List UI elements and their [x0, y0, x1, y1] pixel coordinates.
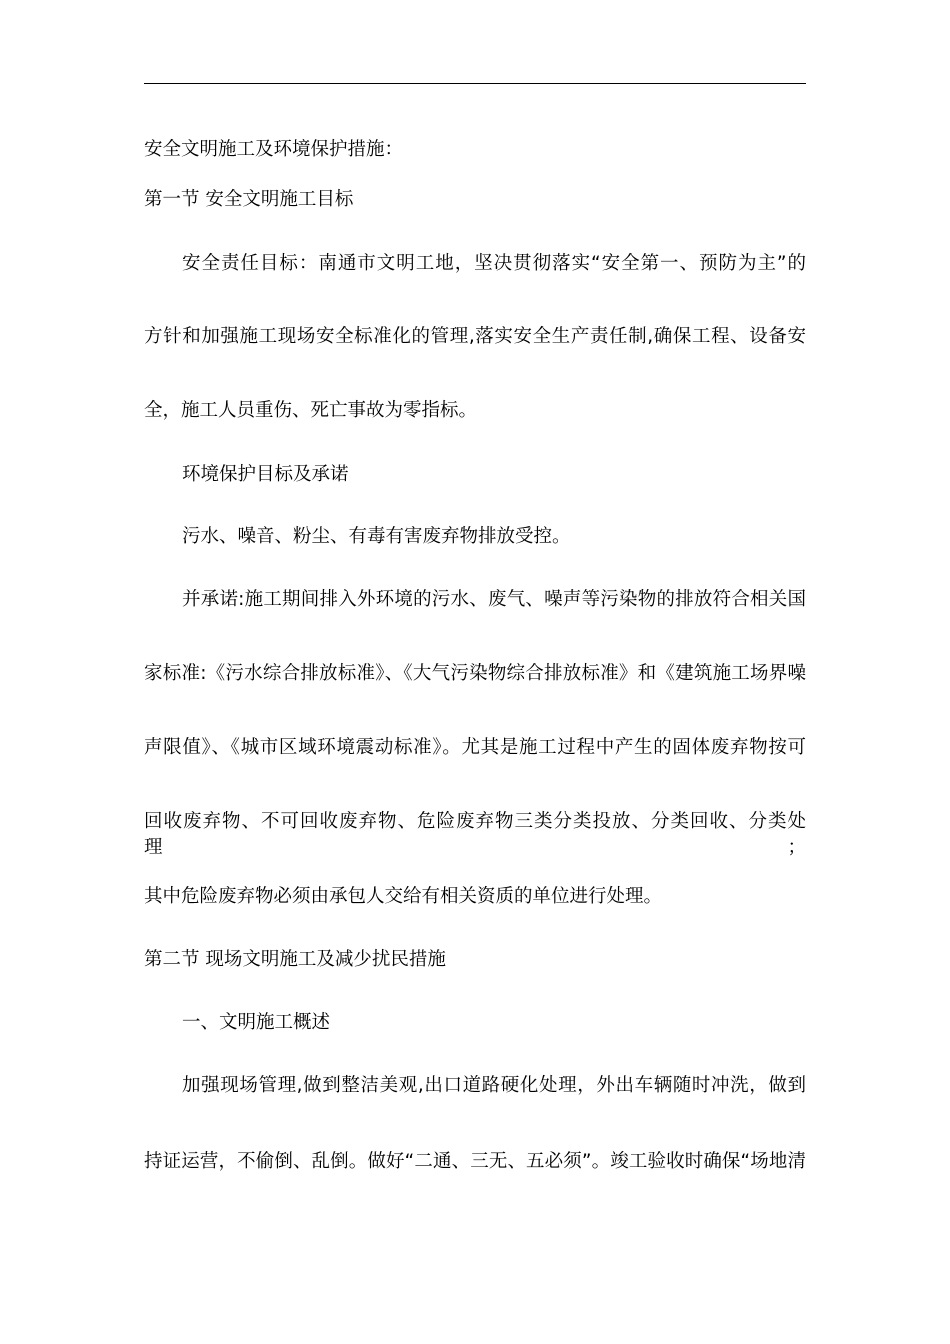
- subheading: 环境保护目标及承诺: [182, 464, 349, 485]
- paragraph-line: 方针和加强施工现场安全标准化的管理,落实安全生产责任制,确保工程、设备安: [144, 326, 806, 347]
- header-rule: [144, 83, 806, 84]
- paragraph-line: 加强现场管理,做到整洁美观,出口道路硬化处理，外出车辆随时冲洗，做到: [182, 1075, 806, 1096]
- paragraph-line: 回收废弃物、不可回收废弃物、危险废弃物三类分类投放、分类回收、分类处理；: [144, 811, 806, 858]
- paragraph-line: 污水、噪音、粉尘、有毒有害废弃物排放受控。: [182, 526, 571, 547]
- section-heading: 安全文明施工及环境保护措施：: [144, 139, 404, 160]
- paragraph-line: 声限值》、《城市区域环境震动标准》。尤其是施工过程中产生的固体废弃物按可: [144, 737, 806, 758]
- paragraph-line: 持证运营，不偷倒、乱倒。做好“二通、三无、五必须”。竣工验收时确保“场地清: [144, 1151, 806, 1172]
- paragraph-line: 其中危险废弃物必须由承包人交给有相关资质的单位进行处理。: [144, 886, 663, 907]
- section-title-2: 第二节 现场文明施工及减少扰民措施: [144, 949, 446, 970]
- paragraph-line: 全，施工人员重伤、死亡事故为零指标。: [144, 400, 478, 421]
- paragraph-line: 安全责任目标：南通市文明工地，坚决贯彻落实“安全第一、预防为主”的: [182, 253, 806, 274]
- paragraph-line: 并承诺:施工期间排入外环境的污水、废气、噪声等污染物的排放符合相关国: [182, 589, 806, 610]
- subheading: 一、文明施工概述: [182, 1012, 331, 1033]
- paragraph-line: 家标准:《污水综合排放标准》、《大气污染物综合排放标准》和《建筑施工场界噪: [144, 663, 806, 684]
- section-title-1: 第一节 安全文明施工目标: [144, 189, 354, 210]
